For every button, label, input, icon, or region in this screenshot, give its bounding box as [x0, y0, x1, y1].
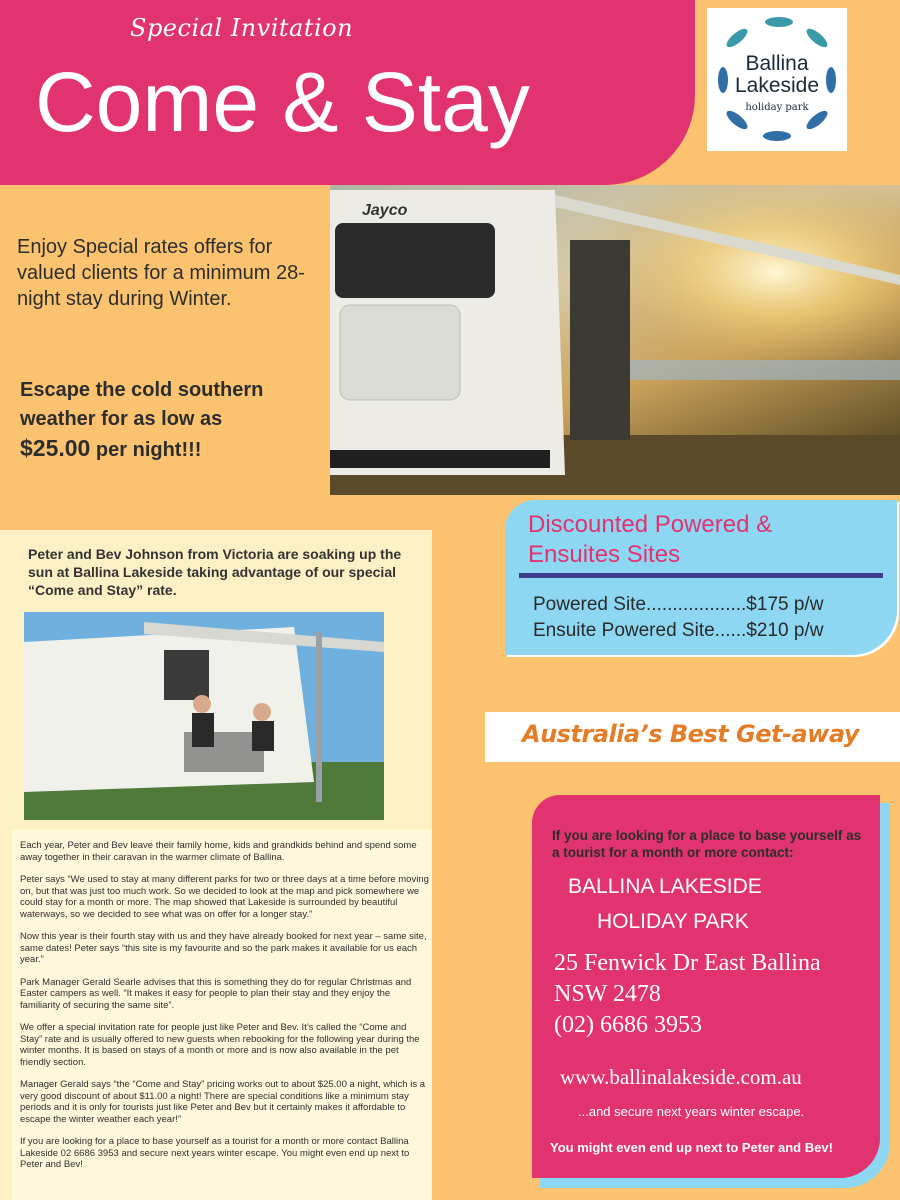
caravan-hatch [340, 305, 460, 400]
person-head [193, 695, 211, 713]
page-title: Come & Stay [35, 55, 530, 149]
logo-subtitle: holiday park [745, 102, 809, 113]
website-link[interactable]: www.ballinalakeside.com.au [560, 1065, 802, 1089]
story-paragraph: Park Manager Gerald Searle advises that this is something they do for regular Christmas and Easter campers as well. “It makes it easy for people to plan their stay and they enjoy the familiarity of securing the same site”. [20, 976, 412, 1011]
fish-shape [724, 26, 750, 50]
logo-name-line2: Lakeside [734, 74, 820, 97]
person-body [252, 721, 274, 751]
ensuite-site-rate: Ensuite Powered Site......$210 p/w [533, 620, 824, 641]
intro-text: Enjoy Special rates offers for valued clients for a minimum 28-night stay during Winter. [17, 236, 305, 310]
fish-shape [763, 131, 791, 141]
caravan-sunset-photo [330, 185, 900, 495]
story-paragraph: We offer a special invitation rate for people just like Peter and Bev. It’s called the “Come and Stay” rate and is usually offered to new guests when rebooking for the following year during the winter months. It is based on stays of a month or more and is now also available in the pet friendly section. [20, 1022, 420, 1068]
address-line1: 25 Fenwick Dr East Ballina [554, 950, 821, 976]
discount-title-line1: Discounted Powered & [528, 511, 773, 538]
discount-title [528, 510, 772, 570]
tagline: Australia’s Best Get-away [522, 720, 859, 748]
awning-pole [316, 632, 322, 802]
park-logo [707, 8, 847, 151]
fish-shape [765, 17, 793, 27]
secure-note: ...and secure next years winter escape. [578, 1104, 805, 1119]
contact-intro: If you are looking for a place to base yourself as a tourist for a month or more contact: [552, 828, 862, 860]
caravan-skirt [330, 450, 550, 468]
story-text [20, 840, 430, 1182]
discount-title-line2: Ensuites Sites [528, 541, 681, 568]
special-invitation-tag: Special Invitation [130, 14, 354, 42]
jayco-label: Jayco [362, 202, 408, 219]
park-name-line2: HOLIDAY PARK [597, 910, 749, 933]
logo-name-line1: Ballina [745, 52, 809, 75]
park-address [554, 948, 821, 1041]
powered-site-rate: Powered Site...................$175 p/w [533, 594, 824, 615]
story-paragraph: Each year, Peter and Bev leave their family home, kids and grandkids behind and spend some away together in their caravan in the warmer climate of Ballina. [20, 840, 417, 863]
caravan-window [164, 650, 209, 700]
peter-bev-photo [24, 612, 384, 820]
fish-shape [804, 26, 830, 50]
logo-name [707, 53, 847, 97]
address-line2: NSW 2478 [554, 981, 661, 1007]
phone-number: (02) 6686 3953 [554, 1012, 702, 1038]
guests-illustration [24, 612, 384, 820]
story-paragraph: Manager Gerald says “the “Come and Stay” pricing works out to about $25.00 a night, which is a very good discount of about $11.00 a night! There are special conditions like a minimum stay periods and it is only for tourists just like Peter and Bev but it certainly makes it affordable to escape the winter weather each year!” [20, 1079, 426, 1125]
story-paragraph: Now this year is their fourth stay with us and they have already booked for next year – same site, same dates! Peter says “this site is my favourite and so the park makes it available for us each year.” [20, 931, 427, 965]
escape-line3 [20, 434, 320, 465]
story-paragraph: If you are looking for a place to base yourself as a tourist for a month or more contact Ballina Lakeside 02 6686 3953 and secure next years winter escape. You might even end up next to Peter and Bev! [20, 1136, 410, 1170]
story-paragraph: Peter says “We used to stay at many different parks for two or three days at a time before moving on, but that was just too much work. So we decided to look at the map and pick somewhere we could stay for a month or more. The map showed that Lakeside is surrounded by beautiful waterways, so we decided to see what was on offer for a longer stay.” [20, 874, 429, 920]
divider [519, 573, 883, 578]
escape-line1: Escape the cold southern [20, 379, 264, 401]
photo-caption: Peter and Bev Johnson from Victoria are soaking up the sun at Ballina Lakeside taking advantage of our special “Come and Stay” rate. [28, 546, 402, 598]
escape-suffix: per night!!! [90, 439, 202, 461]
escape-offer [20, 376, 320, 465]
caravan-illustration [330, 185, 900, 495]
caravan-window [335, 223, 495, 298]
escape-price: $25.00 [20, 435, 91, 461]
escape-line2: weather for as low as [20, 408, 223, 430]
park-name-line1: BALLINA LAKESIDE [568, 875, 762, 898]
lake [630, 360, 900, 380]
person-body [192, 713, 214, 747]
person-head [253, 703, 271, 721]
closing-line: You might even end up next to Peter and Bev! [550, 1140, 833, 1155]
caravan-door [570, 240, 630, 440]
